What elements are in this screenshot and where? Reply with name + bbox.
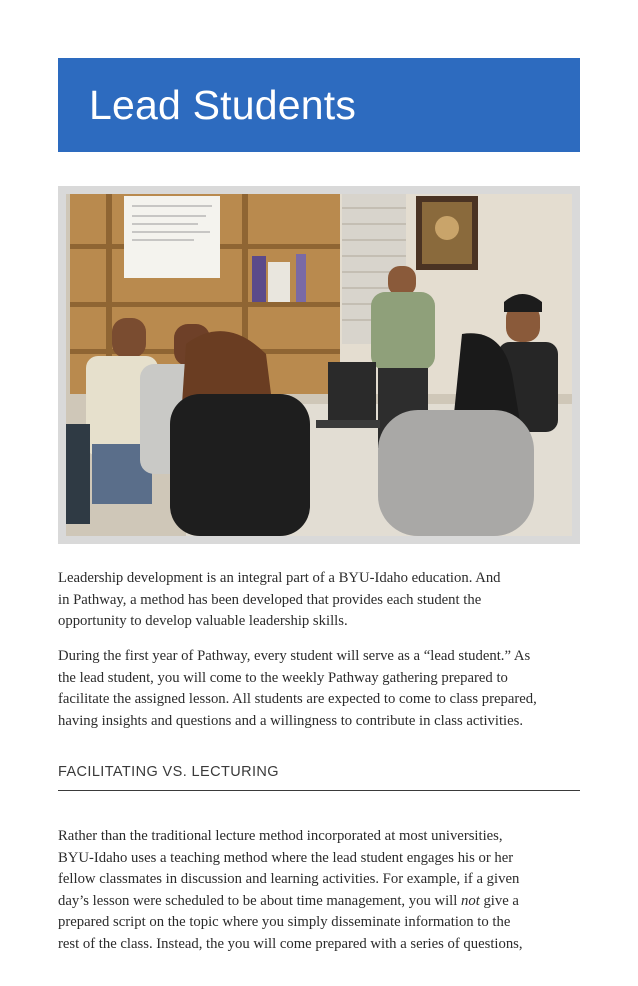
classroom-photo-illustration	[66, 194, 572, 536]
text-line: having insights and questions and a willingness to contribute in class activities.	[58, 712, 524, 729]
text-line: the lead student, you will come to the weekly Pathway gathering prepared to	[58, 669, 508, 686]
text-line: rest of the class. Instead, the you will come prepared with a series of questions,	[58, 935, 523, 952]
text-line: BYU-Idaho uses a teaching method where the lead student engages his or her	[58, 849, 514, 866]
text-line: prepared script on the topic where you simply disseminate information to the	[58, 914, 511, 930]
text-line: fellow classmates in discussion and learning activities. For example, if a given	[58, 871, 520, 887]
title-banner	[58, 58, 580, 152]
paragraph-lead-student-role	[58, 646, 582, 732]
photo-frame	[58, 186, 580, 544]
paragraph-leadership-intro	[58, 568, 582, 633]
emphasis-not: not	[461, 892, 480, 909]
section-heading: FACILITATING VS. LECTURING	[58, 764, 580, 791]
text-line: During the first year of Pathway, every student will serve as a “lead student.” As	[58, 648, 531, 664]
text-line: opportunity to develop valuable leadership skills.	[58, 613, 348, 629]
text-fragment: give a	[479, 892, 519, 909]
page-title: Lead Students	[89, 82, 357, 128]
paragraph-facilitating	[58, 826, 582, 955]
classroom-photo	[66, 194, 572, 536]
text-line: facilitate the assigned lesson. All students are expected to come to class prepared,	[58, 691, 537, 707]
text-fragment: day’s lesson were scheduled to be about time management, you will	[58, 892, 461, 909]
text-line: Leadership development is an integral part of a BYU-Idaho education. And	[58, 570, 501, 586]
text-line: in Pathway, a method has been developed that provides each student the	[58, 591, 482, 608]
text-line-with-emphasis	[58, 891, 582, 913]
text-line: Rather than the traditional lecture method incorporated at most universities,	[58, 828, 503, 844]
